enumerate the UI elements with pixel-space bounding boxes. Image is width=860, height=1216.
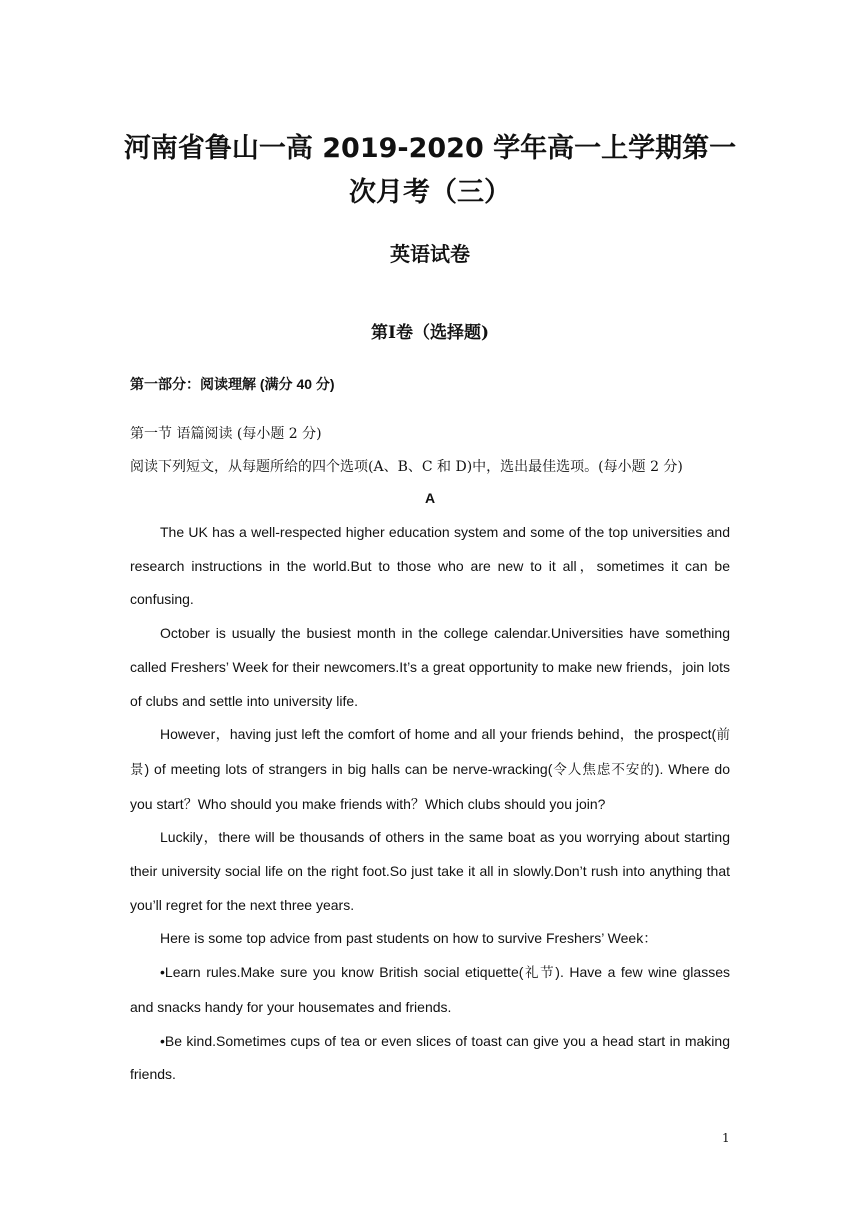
passage-label: A: [424, 490, 436, 506]
paragraph-text: ) of meeting lots of strangers in big halls can be nerve-wracking(: [144, 760, 553, 777]
chinese-gloss: 令人焦虑不安的: [552, 761, 655, 778]
volume-heading: 第Ⅰ卷（选择题): [371, 323, 489, 343]
paragraph: Luckily，there will be thousands of others in the same boat as you worrying about starting their university social life on the right foot.So just take it all in slowly.Don’t rush into anything that you’ll regret for the next three years.: [130, 829, 730, 913]
paragraph: The UK has a well-respected higher education system and some of the top universities and research instructions in the world.But to those who are new to it all，sometimes it can be confusing.: [130, 524, 730, 608]
paragraph: [130, 956, 730, 1024]
paragraph: [130, 718, 730, 821]
paragraph: •Be kind.Sometimes cups of tea or even slices of toast can give you a head start in making friends.: [130, 1032, 730, 1083]
paragraph-text: ). Where do you start？Who should you make friends with？Which clubs should you join?: [130, 760, 730, 812]
paragraph-text: •Learn rules.Make sure you know British social etiquette(: [160, 964, 524, 981]
paragraph: October is usually the busiest month in the college calendar.Universities have something called Freshers’ Week for their newcomers.It’s a great opportunity to make new friends，join lots of clubs and settle into university life.: [130, 625, 730, 709]
paragraph-text: However，having just left the comfort of home and all your friends behind，the prospect(: [160, 726, 717, 743]
exam-title-line-2: 次月考（三）: [349, 177, 511, 208]
exam-subtitle: 英语试卷: [390, 242, 470, 266]
chinese-gloss: 礼节: [523, 965, 556, 982]
page-number: 1: [722, 1131, 730, 1145]
passage-body: [130, 516, 730, 1092]
paragraph: Here is some top advice from past students on how to survive Freshers’ Week：: [160, 930, 658, 947]
paragraph-text: ). Have a few wine glasses and snacks handy for your housemates and friends.: [130, 964, 730, 1015]
part-heading: 第一部分：阅读理解 (满分 40 分): [130, 376, 335, 392]
section-heading: 第一节 语篇阅读 (每小题 2 分): [130, 426, 322, 442]
instructions: 阅读下列短文，从每题所给的四个选项(A、B、C 和 D)中，选出最佳选项。(每小题 2 分): [130, 459, 683, 475]
exam-title-line-1: 河南省鲁山一高 2019-2020 学年高一上学期第一: [123, 133, 737, 164]
chinese-gloss: 前景: [130, 727, 730, 778]
